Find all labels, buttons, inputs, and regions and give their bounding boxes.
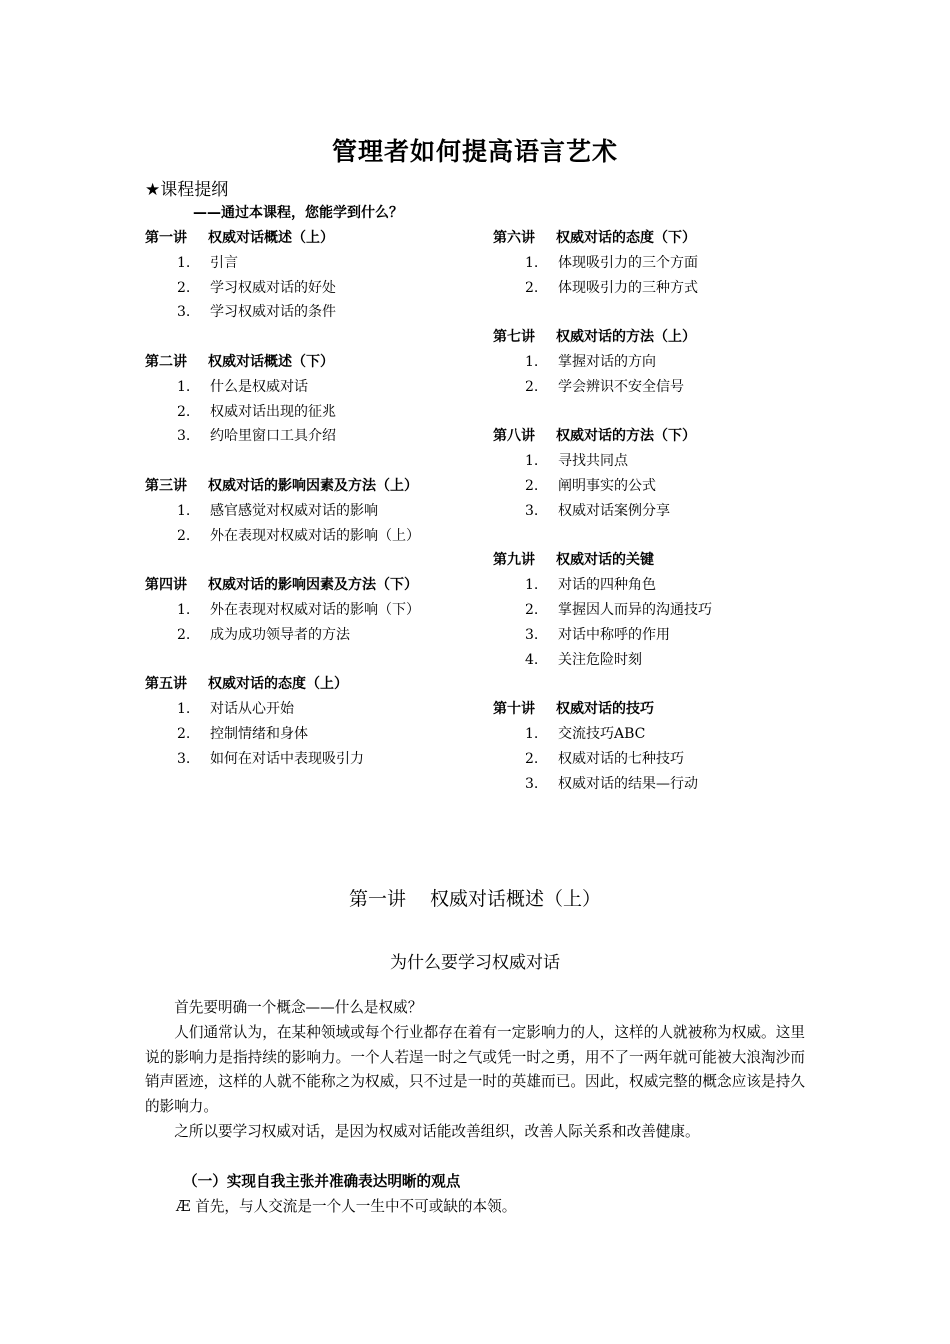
outline-item [493, 251, 833, 276]
outline-item-text: 如何在对话中表现吸引力 [210, 750, 364, 767]
outline-item-index: 1. [525, 453, 539, 470]
outline-item-text: 成为成功领导者的方法 [210, 626, 350, 643]
outline-item [493, 772, 833, 797]
lecture-number: 第五讲 [145, 676, 187, 693]
outline-item [493, 598, 833, 623]
lecture-title: 权威对话的技巧 [556, 701, 654, 718]
bullet-line: Æ 首先，与人交流是一个人一生中不可或缺的本领。 [176, 1198, 517, 1215]
outline-item [493, 449, 833, 474]
outline-item-index: 1. [177, 701, 191, 718]
outline-item [145, 300, 485, 325]
lecture-number: 第二讲 [145, 353, 187, 370]
paragraph: 人们通常认为，在某种领域或每个行业都存在着有一定影响力的人，这样的人就被称为权威。这里说的影响力是指持续的影响力。一个人若逞一时之气或凭一时之勇，用不了一两年就可能被大浪淘沙而销声匿迹，这样的人就不能称之为权威，只不过是一时的英雄而已。因此，权威完整的概念应该是持久的影响力。 [145, 1023, 805, 1116]
lecture-block [493, 548, 833, 672]
section-name: 权威对话概述（上） [430, 888, 602, 910]
outline-item-text: 权威对话案例分享 [558, 502, 670, 519]
outline-item-index: 2. [177, 279, 191, 296]
outline-item-text: 感官感觉对权威对话的影响 [210, 502, 378, 519]
outline-item-text: 权威对话出现的征兆 [210, 403, 336, 420]
outline-item-index: 3. [177, 304, 191, 321]
lecture-heading [145, 474, 485, 499]
lecture-number: 第七讲 [493, 329, 535, 346]
lecture-heading [145, 226, 485, 251]
outline-item [493, 375, 833, 400]
outline-item-index: 2. [525, 601, 539, 618]
lecture-block [493, 325, 833, 399]
outline-item [145, 400, 485, 425]
paragraph: 首先要明确一个概念——什么是权威？ [174, 999, 423, 1016]
outline-item-index: 2. [177, 626, 191, 643]
lecture-block [493, 226, 833, 300]
outline-item-index: 4. [525, 651, 539, 668]
outline-item-index: 3. [525, 775, 539, 792]
lecture-number: 第三讲 [145, 477, 187, 494]
body-text [145, 996, 805, 1145]
outline-item-text: 交流技巧ABC [558, 725, 646, 742]
outline-item [145, 747, 485, 772]
lecture-title: 权威对话的关键 [556, 552, 654, 569]
outline-item-text: 学习权威对话的好处 [210, 279, 336, 296]
outline-item-text: 寻找共同点 [558, 453, 628, 470]
outline-item [145, 697, 485, 722]
subsection-heading: （一）实现自我主张并准确表达明晰的观点 [183, 1173, 461, 1190]
lecture-block [145, 350, 485, 449]
outline-subtitle: ——通过本课程，您能学到什么？ [193, 205, 403, 221]
lecture-title: 权威对话的方法（下） [556, 428, 696, 445]
lecture-number: 第四讲 [145, 577, 187, 594]
lecture-number: 第十讲 [493, 701, 535, 718]
outline-item-text: 外在表现对权威对话的影响（下） [210, 601, 420, 618]
outline-item-index: 1. [177, 601, 191, 618]
outline-item-index: 2. [177, 403, 191, 420]
outline-item-index: 1. [525, 353, 539, 370]
outline-item-text: 引言 [210, 254, 238, 271]
lecture-heading [145, 573, 485, 598]
outline-item-index: 2. [525, 378, 539, 395]
outline-item-text: 外在表现对权威对话的影响（上） [210, 527, 420, 544]
outline-item [145, 623, 485, 648]
outline-item-index: 2. [525, 750, 539, 767]
outline-item [145, 251, 485, 276]
section-number: 第一讲 [348, 888, 406, 910]
outline-item-text: 对话从心开始 [210, 701, 294, 718]
outline-item [493, 474, 833, 499]
outline-item-index: 1. [525, 577, 539, 594]
outline-item-text: 掌握因人而异的沟通技巧 [558, 601, 712, 618]
lecture-title: 权威对话的影响因素及方法（上） [208, 477, 418, 494]
document-title: 管理者如何提高语言艺术 [331, 137, 618, 166]
outline-item-text: 学习权威对话的条件 [210, 304, 336, 321]
lecture-number: 第一讲 [145, 230, 187, 246]
outline-item-text: 什么是权威对话 [210, 378, 308, 395]
outline-item-index: 2. [525, 477, 539, 494]
outline-item-text: 权威对话的结果—行动 [558, 775, 698, 792]
outline-item [145, 375, 485, 400]
outline-item [145, 524, 485, 549]
outline-item-index: 1. [177, 378, 191, 395]
lecture-heading [493, 226, 833, 251]
outline-item [493, 623, 833, 648]
outline-item [493, 350, 833, 375]
outline-item-text: 控制情绪和身体 [210, 725, 308, 742]
outline-item-text: 体现吸引力的三种方式 [558, 279, 698, 296]
section-title [0, 884, 950, 911]
outline-item [145, 424, 485, 449]
lecture-title: 权威对话的影响因素及方法（下） [208, 577, 418, 594]
lecture-heading [493, 325, 833, 350]
lecture-block [493, 697, 833, 796]
paragraph: 之所以要学习权威对话，是因为权威对话能改善组织，改善人际关系和改善健康。 [174, 1122, 700, 1140]
lecture-block [145, 573, 485, 647]
outline-item [493, 276, 833, 301]
outline-item [493, 747, 833, 772]
lecture-number: 第六讲 [493, 230, 535, 246]
outline-item-text: 关注危险时刻 [558, 651, 642, 668]
outline-item [493, 499, 833, 524]
section-subtitle: 为什么要学习权威对话 [390, 953, 560, 973]
lecture-heading [145, 350, 485, 375]
outline-item-text: 体现吸引力的三个方面 [558, 254, 698, 271]
outline-item [493, 573, 833, 598]
lecture-number: 第九讲 [493, 552, 535, 569]
lecture-heading [145, 672, 485, 697]
outline-item-index: 3. [525, 626, 539, 643]
lecture-heading [493, 697, 833, 722]
lecture-heading [493, 424, 833, 449]
outline-item-text: 对话中称呼的作用 [558, 626, 670, 643]
outline-item [145, 499, 485, 524]
outline-right-column [493, 226, 833, 821]
lecture-number: 第八讲 [493, 428, 535, 445]
outline-item-index: 1. [177, 502, 191, 519]
outline-item-text: 阐明事实的公式 [558, 477, 656, 494]
outline-item-index: 3. [525, 502, 539, 519]
outline-item-index: 3. [177, 428, 191, 445]
outline-item [145, 722, 485, 747]
outline-label: ★课程提纲 [145, 180, 229, 200]
lecture-title: 权威对话概述（上） [208, 230, 334, 246]
outline-item-index: 1. [177, 254, 191, 271]
outline-item-index: 1. [525, 254, 539, 271]
outline-item-index: 2. [525, 279, 539, 296]
outline-item-index: 3. [177, 750, 191, 767]
lecture-block [145, 672, 485, 771]
lecture-title: 权威对话的态度（上） [208, 676, 348, 693]
outline-item-index: 1. [525, 725, 539, 742]
outline-item [145, 598, 485, 623]
lecture-block [145, 474, 485, 548]
outline-left-column [145, 226, 485, 796]
lecture-heading [493, 548, 833, 573]
outline-item-text: 权威对话的七种技巧 [558, 750, 684, 767]
outline-item [493, 648, 833, 673]
outline-item [145, 276, 485, 301]
lecture-title: 权威对话概述（下） [208, 353, 334, 370]
lecture-block [145, 226, 485, 325]
lecture-block [493, 424, 833, 523]
outline-item-text: 学会辨识不安全信号 [558, 378, 684, 395]
outline-item-index: 2. [177, 725, 191, 742]
outline-item-index: 2. [177, 527, 191, 544]
outline-item-text: 约哈里窗口工具介绍 [210, 428, 336, 445]
outline-item-text: 对话的四种角色 [558, 577, 656, 594]
outline-item-text: 掌握对话的方向 [558, 353, 656, 370]
lecture-title: 权威对话的方法（上） [556, 329, 696, 346]
outline-item [493, 722, 833, 747]
lecture-title: 权威对话的态度（下） [556, 230, 696, 246]
